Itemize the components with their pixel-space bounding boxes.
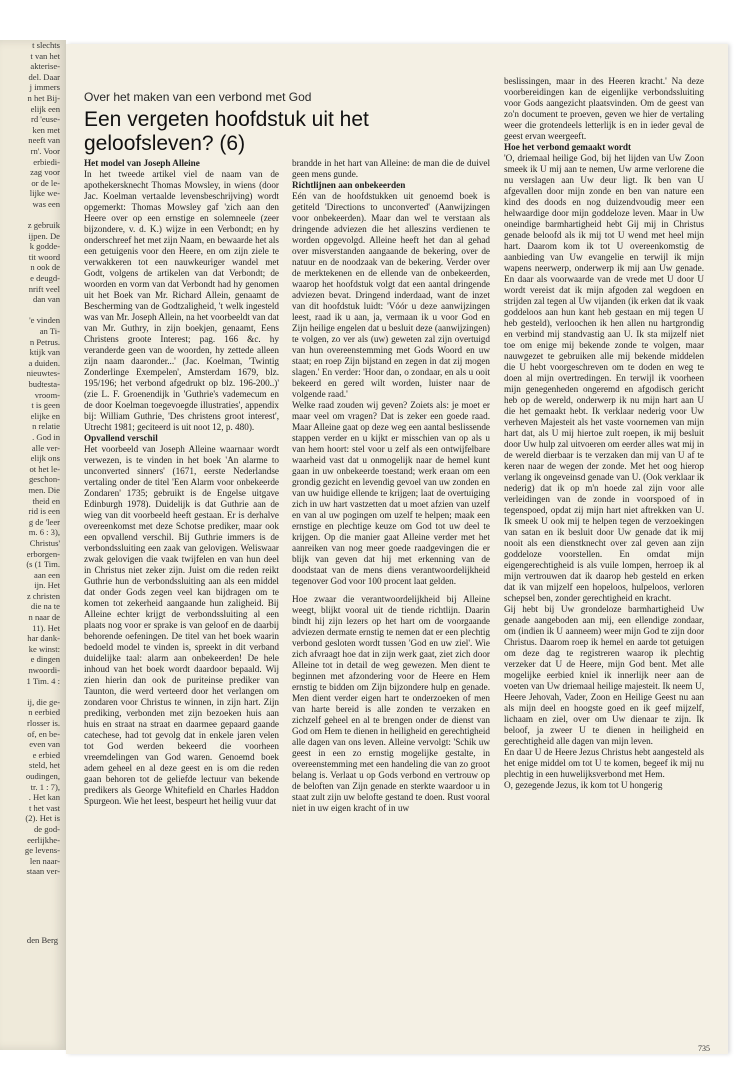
previous-page-line: nwoordi- (28, 665, 60, 676)
previous-page-line: t van het (30, 50, 60, 61)
section-heading: Hoe het verbond gemaakt wordt (504, 142, 632, 152)
previous-page-line: was een (32, 198, 60, 209)
previous-page-line: aan een (34, 569, 60, 580)
series-title: Over het maken van een verbond met God (84, 90, 312, 104)
previous-page-line: Christus' (29, 537, 60, 548)
previous-page-line: . Het kan (28, 792, 60, 803)
previous-page-line: tr. 1 : 7), (30, 781, 60, 792)
previous-page-line: g de 'leer (28, 516, 60, 527)
previous-page-line: zag voor (30, 167, 60, 178)
article-title: Een vergeten hoofdstuk uit het geloofsleven? (6) (84, 108, 369, 155)
previous-page-line: z gebruik (27, 220, 60, 231)
previous-page-line: nieuwtes- (26, 368, 60, 379)
previous-page-line: 11). Het (32, 622, 60, 633)
previous-page-strip (0, 40, 66, 1050)
previous-page-line: . God in (32, 431, 60, 442)
previous-page-line: 1 Tim. 4 : (26, 675, 60, 686)
text-column-3 (504, 76, 704, 791)
author-signature: den Berg (26, 935, 58, 945)
body-paragraph: En daar U de Heere Jezus Christus hebt aangesteld als het enige middel om tot U te komen, begeef ik mij nu plechtig in een huwelijksverbond met Hem. (504, 747, 704, 779)
previous-page-line: t slechts (32, 40, 60, 50)
previous-page-line: rlosser is. (27, 718, 60, 728)
previous-page-line: alle ver- (31, 442, 60, 453)
article-header (84, 90, 484, 156)
paragraph-gap (292, 587, 490, 594)
previous-page-line: ij, die ge- (27, 696, 60, 707)
section-heading: Het model van Joseph Alleine (84, 158, 200, 168)
page-number: 735 (698, 1044, 710, 1053)
previous-page-line: men. Die (28, 484, 60, 495)
previous-page-line: n Petrus. (29, 336, 60, 347)
previous-page-line: m. 6 : 3), (28, 527, 60, 538)
previous-page-line: e deugd- (30, 273, 60, 284)
text-column-1 (84, 158, 279, 807)
previous-page-line: n naar de (28, 612, 60, 623)
previous-page-line: t is geen (31, 400, 60, 411)
body-paragraph: beslissingen, maar in des Heeren kracht.' Na deze voorbereidingen kan de eigenlijke verbondssluiting voor Gods aangezicht plaatsvinden. Om de geest van zo'n document te proeven, geven we hier de vertaling weer die grotendeels letterlijk is en in ieder geval de geest ervan weergeeft. (504, 76, 704, 141)
previous-page-line: akterise- (30, 61, 60, 72)
previous-page-line: j immers (29, 82, 60, 93)
section-heading: Richtlijnen aan onbekeerden (292, 180, 406, 190)
body-paragraph: O, gezegende Jezus, ik kom tot U hongerig (504, 780, 663, 790)
magazine-page (66, 44, 728, 1054)
previous-page-line: or de le- (31, 177, 60, 188)
previous-page-line: k godde- (29, 241, 60, 252)
previous-page-line: (s (1 Tim. (26, 559, 60, 570)
previous-page-line: die na te (30, 601, 60, 612)
previous-page-line: theid en (32, 495, 60, 506)
previous-page-line (0, 210, 66, 221)
previous-page-line: ken met (32, 124, 60, 135)
previous-page-line (0, 305, 66, 316)
previous-page-line: rid is een (28, 506, 60, 517)
previous-page-line: lijke we- (29, 188, 60, 199)
previous-page-line: steld, het (28, 760, 60, 771)
section-heading: Opvallend verschil (84, 433, 158, 443)
previous-page-line: n ook de (30, 262, 60, 273)
previous-page-line: even van (29, 739, 60, 750)
body-paragraph: 'O, driemaal heilige God, bij het lijden van Uw Zoon smeek ik U mij aan te nemen, Uw arme verlorene die nu verslagen aan Uw deur ligt. Ik ben van U afgevallen door mijn zonde en ben van nature een kind des doods en nog duizendvoudig meer een helwaardige door mijn goddeloze leven. Maar in Uw oneindige barmhartigheid hebt Gij mij in Christus genade beloofd als ik mij tot U wend met heel mijn hart. Daarom kom ik tot U overeenkomstig de aanbieding van Uw evangelie en terwijl ik mijn wapens neerwerp, onderwerp ik mij aan Uw genade. En daar als voorwaarde van de vrede met U door U wordt vereist dat ik mijn afgoden zal wegdoen en strijden zal tegen al Uw vijanden (ik erken dat ik vaak goddeloos aan hun kant heb gestaan en mij tegen U heb gesteld), verloochen ik hen allen nu hartgrondig en verbind mij standvastig aan U. Ik sta mijzelf niet toe om enige mij bekende zonde te volgen, maar nauwgezet te gebruiken alle mij bekende middelen die U hebt voorgeschreven om te doden en weg te doen al mijn overtredingen. En terwijl ik voorheen mijn genegenheden ongeremd en afgodisch gericht heb op de wereld, onderwerp ik nu mijn hart aan U die het gemaakt hebt. Ik verklaar nederig voor Uw verheven Majesteit als het vaste voornemen van mijn hart dat, als U mij hiertoe zult roepen, ik mij besluit door Uw hulp zal uitvoeren om eerder alles wat mij in de wereld dierbaar is te verzaken dan mij van U af te keren naar de wegen der zonde. Met het oog hierop verlang ik ongeveinsd genade van U. (Ook verklaar ik nederig) dat ik op m'n hoede zal zijn voor alle verleidingen van de zonde in voorspoed of in tegenspoed, opdat zij mijn hart niet aftrekken van U. Ik smeek U ook mij te helpen tegen de verzoekingen van satan en ik besluit door Uw genade dat ik mij nooit als een dienstknecht over zal geven aan zijn goddeloze voorstellen. En omdat mijn eigengerechtigheid is als vuile lompen, herroep ik al mijn vertrouwen dat ik daarop heb gesteld en erken dat ik van mijzelf een hopeloos, hulpeloos, verloren schepsel ben, zonder gerechtigheid en kracht. (504, 153, 704, 603)
previous-page-line: tit woord (28, 251, 60, 262)
previous-page-line: of, en be- (27, 728, 60, 739)
previous-page-line: a duiden. (28, 357, 60, 368)
body-paragraph: Eén van de hoofdstukken uit genoemd boek is getiteld 'Directions to unconverted' (Aanwijzingen voor onbekeerden). Maar dan wel te verstaan als dringende adviezen die het alleszins verdienen te worden opgevolgd. Alleine heeft het dan al gehad over misverstanden aangaande de bekering, over de natuur en de noodzaak van de bekering. Verder over de merktekenen en de ellende van de onbekeerden, waarop het hoofdstuk volgt dat een aantal dringende adviezen bevat. Dringend inderdaad, want de inzet van dit hoofdstuk luidt: 'Vóór u deze aanwijzingen leest, raad ik u aan, ja, vermaan ik u voor God en Zijn heilige engelen dat u besluit deze (aanwijzingen) te volgen, zo ver als (uw) geweten zal zijn overtuigd van hun overeenstemming met Gods Woord en uw staat; en roep Zijn bijstand en zegen in dat zij mogen slagen.' En verder: 'Hoor dan, o zondaar, en als u ooit bekeerd en gered wilt worden, luister naar de volgende raad.' (292, 191, 490, 399)
previous-page-line: har dank- (27, 633, 60, 644)
previous-page-line: e erbied (32, 749, 60, 760)
previous-page-line: ke winst: (28, 643, 60, 654)
previous-page-line: eerlijkhe- (27, 834, 60, 845)
body-paragraph: In het tweede artikel viel de naam van de apothekersknecht Thomas Mowsley, in wiens (door Jac. Koelman vertaalde levensbeschrijving) wordt opgemerkt: Thomas Mowsley gaf 'zich aan den Heere over op een ernstige en solemneele (zeer bijzondere, v. d. K.) wijze in een Verbondt; en hy onderschreef het met zijn Naam, en bewaarde het als een getuigenis voor den Heere, en om zijn ziele te verwakkeren tot een nauwkeuriger wandel met Godt, volgens de artikelen van dat Verbondt; de woorden en vorm van dat Verbondt had hy genomen uit het Boek van Mr. Richard Allein, genaamt de Bescherming van de Godtzaligheid, 't welk ingesteld was van Mr. Joseph Allein, na het voorbeeldt van dat van Mr. Guthry, in zijn boekjen, genaamt, Eens Christens groote Interest; pag. 166 &c. hy veranderde geen van de woorden, hy zettede alleen zijn naam daaronder...' (Jac. Koelman, 'Twintig Zonderlinge Exempelen', Amsterdam 1679, blz. 195/196; het verbond afgedrukt op blz. 196-200..)' (zie L. F. Groenendijk in 'Guthrie's vademecum en de door Koelman toegevoegde illustraties', appendix bij: William Guthrie, 'Des christens groot interest', Utrecht 1981; geciteerd is uit noot 12, p. 480). (84, 169, 279, 432)
previous-page-line: ktijk van (29, 347, 60, 358)
previous-page-line: e dingen (30, 654, 60, 665)
previous-page-line: ijpen. De (28, 230, 60, 241)
body-paragraph: brandde in het hart van Alleine: de man die de duivel geen mens gunde. (292, 158, 490, 179)
previous-page-line: ijn. Het (34, 580, 60, 591)
previous-page-line: dan van (33, 294, 60, 305)
previous-page-line (0, 686, 66, 697)
previous-page-line: elijke en (30, 410, 60, 421)
previous-page-line: rd 'euse- (31, 114, 60, 125)
body-paragraph: Welke raad zouden wij geven? Zoiets als: je moet er maar veel om vragen? Dat is zeker een goede raad. Maar Alleine gaat op deze weg een aantal beslissende stappen verder en u kijkt er misschien van op als u van hem hoort: stel voor u zelf als een ontwijfelbare waarheid vast dat u onmogelijk naar de hemel kunt gaan in uw onbekeerde toestand; werk eraan om een grondig gezicht en levendig gevoel van uw zonden en van uw huidige ellende te krijgen; laat de overtuiging zich in uw hart vastzetten dat u moet afzien van uzelf en van al uw pogingen om uzelf te helpen; maak een ernstige en plechtige keuze om God tot uw deel te krijgen. Op die manier gaat Alleine verder met het aanreiken van nog meer goede raadgevingen die er blijk van geven dat hij met erkenning van de doodstaat van de mens diens verantwoordelijkheid tegenover God voor 100 procent laat gelden. (292, 400, 490, 586)
body-paragraph: Gij hebt bij Uw grondeloze barmhartigheid Uw genade aangeboden aan mij, een ellendige zondaar, om (indien ik U aanneem) weer mijn God te zijn door Christus. Daarom roep ik hemel en aarde tot getuigen om deze dag te registreren waarop ik plechtig verzeker dat U de Heere, mijn God bent. Met alle mogelijke eerbied kniel ik innerlijk neer aan de voeten van Uw driemaal heilige majesteit. Ik neem U, Heere Jehovah, Vader, Zoon en Heilige Geest nu aan als mijn deel en hoogste goed en ik geef mijzelf, lichaam en ziel, over om Uw dienaar te zijn. Ik beloof, ja zweer U te dienen in heiligheid en gerechtigheid alle dagen van mijn leven. (504, 604, 704, 746)
previous-page-line: z christen (26, 590, 60, 601)
previous-page-line: ge levens- (24, 845, 60, 856)
previous-page-line: 'e vinden (29, 315, 60, 326)
previous-page-line: rn'. Voor (30, 145, 60, 156)
previous-page-line: erbiedi- (33, 156, 60, 167)
body-paragraph: Hoe zwaar die verantwoordelijkheid bij Alleine weegt, blijkt vooral uit de tiende richtlijn. Daarin bindt hij zijn lezers op het hart om de voorgaande adviezen dermate ernstig te nemen dat er een plechtig verbond gesloten wordt tussen 'God en uw ziel'. Wie zich afvraagt hoe dat in zijn werk gaat, ziet zich door Alleine tot in detail de weg gewezen. Men dient te beginnen met afzondering voor de Heere en Hem ernstig te bidden om Zijn bijzondere hulp en genade. Men dient verder eigen hart te onderzoeken of men van harte bereid is alle zonden te verzaken en zichzelf geheel en al te brengen onder de dienst van God om Hem te dienen in heiligheid en gerechtigheid alle dagen van ons leven. Alleine vervolgt: 'Schik uw geest in een zo ernstig mogelijke gestalte, in overeenstemming met een handeling die van zo groot belang is. Verlaat u op Gods verbond en vertrouw op de beloften van Zijn genade en sterkte waardoor u in staat zult zijn uw belofte gestand te doen. Rust vooral niet in uw eigen kracht of in uw (292, 594, 490, 813)
previous-page-line: (2). Het is (25, 813, 60, 824)
previous-page-line: de god- (33, 823, 60, 834)
previous-page-line: budtesta- (28, 379, 60, 389)
previous-page-line: n eerbied (28, 707, 60, 718)
previous-page-line: n relatie (32, 421, 60, 432)
previous-page-line: nrift veel (28, 283, 60, 294)
previous-page-line: ot het le- (29, 463, 60, 474)
previous-page-line: elijk ons (30, 453, 60, 464)
previous-page-line: n het Bij- (27, 92, 60, 103)
previous-page-line: an Ti- (39, 326, 60, 337)
previous-page-line: erborgen- (26, 548, 60, 559)
previous-page-line: t het vast (28, 802, 60, 813)
previous-page-line: neeft van (28, 135, 60, 146)
body-paragraph: Het voorbeeld van Joseph Alleine waarnaar wordt verwezen, is te vinden in het boek 'An alarme to unconverted sinners' (1671, eerste Nederlandse vertaling onder de titel 'Een Alarm voor onbekeerde Zondaren' 1735; gebruikt is de Engelse uitgave Edinburgh 1978). Duidelijk is dat Guthrie aan de wieg van dit voorbeeld heeft gestaan. Er is derhalve overeenkomst met deze Schotse prediker, maar ook een opvallend verschil. Bij Guthrie immers is de verbondssluiting een zaak van gelovigen. Weliswaar zwak gelovigen die vaak twijfelen en van hun deel in Christus niet zeker zijn. Juist om die reden reikt Guthrie hun de verbondssluiting aan als een middel dat onder Gods zegen veel kan bijdragen om te komen tot zekerheid aangaande hun zaligheid. Bij Alleine echter krijgt de verbondssluiting al een plaats nog voor er sprake is van geloof en de daarbij behorende oefeningen. De titel van het boek waarin bedoeld model te vinden is, spreekt in dit verband duidelijke taal: alarm aan onbekeerden! De hele inhoud van het boek wordt daardoor bepaald. Wij zien hierin dan ook de puriteinse prediker van Taunton, die werd verteerd door het verlangen om zondaren voor Christus te winnen, in zijn hart. Zijn prediking, verbonden met zijn bezoeken huis aan huis en straat na straat en daarmee gepaard gaande catechese, had tot gevolg dat in enkele jaren velen tot God werden bekeerd die voorheen vreemdelingen van God waren. Genoemd boek adem geheel en al deze geest en is om die reden gaan behoren tot de geliefde lectuur van bekende predikers als George Whitefield en Charles Haddon Spurgeon. Wie het leest, bespeurt het heilig vuur dat (84, 444, 279, 806)
previous-page-line: oudingen, (25, 770, 60, 781)
previous-page-line: geschon- (28, 474, 60, 485)
previous-page-line: staan ver- (26, 866, 60, 877)
text-column-2 (292, 158, 490, 814)
previous-page-line: len naar- (29, 855, 60, 866)
previous-page-line: del. Daar (28, 71, 60, 82)
previous-page-line: vroom- (34, 389, 60, 400)
previous-page-line: elijk een (30, 103, 60, 114)
